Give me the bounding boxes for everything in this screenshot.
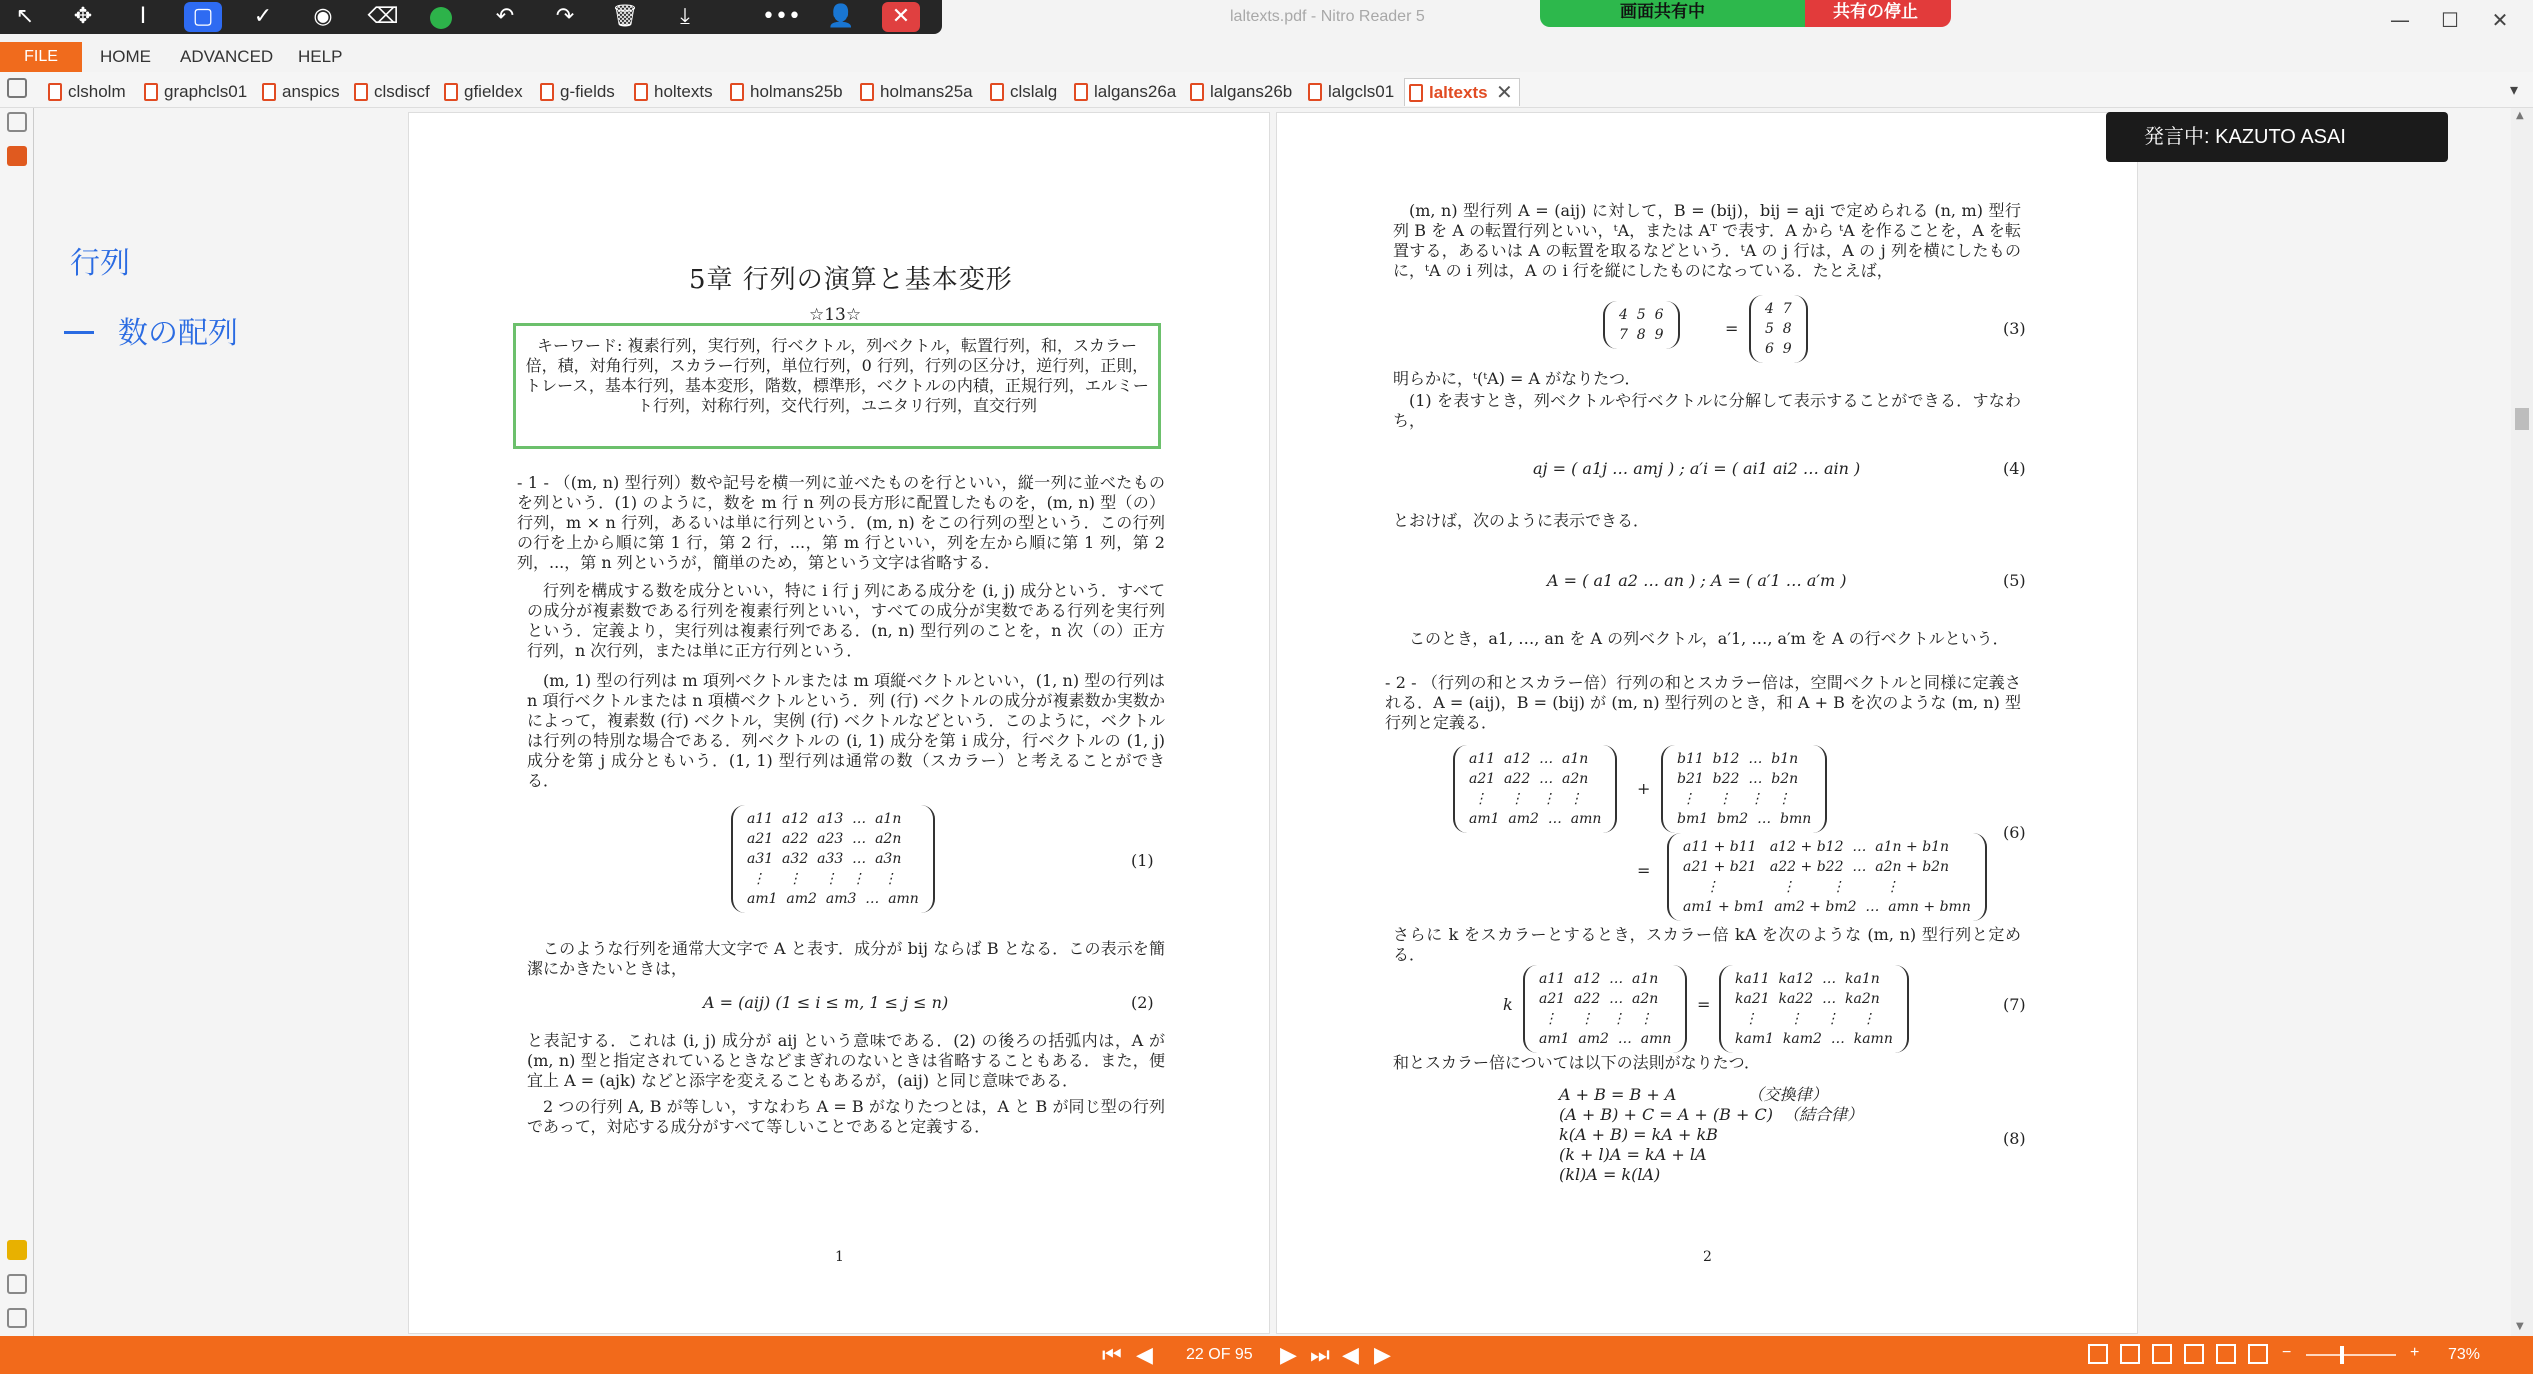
scroll-up-icon[interactable]: ▲: [2516, 110, 2524, 121]
next-page-icon[interactable]: ▶: [1280, 1342, 1297, 1367]
menu-bar: [0, 42, 2533, 72]
pdf-icon: [48, 83, 62, 101]
equation-2: A = (aij) (1 ≤ i ≤ m, 1 ≤ j ≤ n): [703, 993, 949, 1012]
rectangle-icon[interactable]: ▢: [184, 2, 222, 32]
active-speaker-overlay: 発言中: KAZUTO ASAI: [2106, 112, 2448, 162]
chapter-number: ☆13☆: [809, 305, 862, 325]
tab-list-chevron-icon[interactable]: ▾: [2510, 80, 2519, 99]
paragraph: - 2 - （行列の和とスカラー倍）行列の和とスカラー倍は，空間ベクトルと同様に定義される．A = (aij)，B = (bij) が (m, n) 型行列のとき，和 A + B を次のような (m, n) 型行列と定義る．: [1385, 673, 2021, 732]
scalar-k: k: [1503, 995, 1513, 1014]
tab-anspics[interactable]: [258, 78, 340, 106]
left-sidebar: [0, 108, 34, 1336]
pdf-icon: [444, 83, 458, 101]
download-icon[interactable]: ⤓: [680, 4, 690, 29]
comments-icon[interactable]: [7, 1240, 27, 1260]
zoom-out-icon[interactable]: −: [2282, 1344, 2292, 1361]
paragraph: (m, 1) 型の行列は m 項列ベクトルまたは m 項縦ベクトルといい，(1, n) 型の行列は n 項行ベクトルまたは n 項横ベクトルという．列 (行) ベクトルの成分が複素数か実数かによって，複素数 (行) ベクトル，実例 (行) ベクトルなどという．このように，ベクトルは行列の特別な場合である．列ベクトルの (i, 1) 成分を第 i 成分，行ベクトルの (1, j) 成分を第 j 成分ともいう．(1, 1) 型行列は通常の数（スカラー）と考えることができる．: [527, 671, 1165, 790]
pdf-icon: [144, 83, 158, 101]
pointer-icon[interactable]: ↖: [15, 4, 35, 29]
facing-continuous-view-icon[interactable]: [2184, 1344, 2204, 1364]
tab-clslalg[interactable]: [986, 78, 1057, 106]
pdf-page-1: [408, 112, 1270, 1334]
more-icon[interactable]: •••: [762, 4, 801, 29]
menu-help[interactable]: HELP: [298, 47, 343, 66]
zoom-slider-knob[interactable]: [2340, 1346, 2344, 1364]
handwriting-arrow-icon: [64, 331, 94, 334]
matrix-a-scalar: a11 a12 … a1n a21 a22 … a2n ⋮ ⋮ ⋮ ⋮ am1 am2 … amn: [1523, 965, 1687, 1053]
zoom-in-icon[interactable]: +: [2410, 1344, 2420, 1361]
tab-label: lalgans26a: [1094, 82, 1177, 101]
tab-gfieldex[interactable]: [440, 78, 523, 106]
menu-advanced[interactable]: ADVANCED: [180, 47, 274, 66]
paragraph: 和とスカラー倍については以下の法則がなりたつ．: [1393, 1053, 1761, 1072]
equation-number: (8): [2003, 1129, 2026, 1148]
first-page-icon[interactable]: ⏮: [1102, 1342, 1122, 1367]
prev-page-icon[interactable]: ◀: [1136, 1342, 1153, 1367]
move-icon[interactable]: ✥: [73, 4, 93, 29]
eraser-icon[interactable]: ⌫: [367, 4, 399, 29]
last-page-icon[interactable]: ⏭: [1310, 1342, 1330, 1367]
pdf-icon: [1409, 84, 1423, 102]
tab-label: lalgcls01: [1328, 82, 1395, 101]
tab-label: lalgans26b: [1210, 82, 1293, 101]
tab-holtexts[interactable]: [630, 78, 713, 106]
equation-number: (6): [2003, 823, 2026, 842]
tab-graphcls01[interactable]: [140, 78, 247, 106]
menu-home[interactable]: HOME: [100, 47, 151, 66]
paragraph: (1) を表すとき，列ベクトルや行ベクトルに分解して表示することができる．すなわち，: [1393, 391, 2021, 430]
laws-block: A + B = B + A （交換律） (A + B) + C = A + (B + C) （結合律） k(A + B) = kA + kB (k + l)A = kA + lA (kl)A = k(lA): [1559, 1085, 1864, 1184]
attachments-icon[interactable]: [7, 1274, 27, 1294]
page-number: 2: [1703, 1249, 1712, 1265]
pdf-icon: [262, 83, 276, 101]
pdf-icon: [354, 83, 368, 101]
forward-view-icon[interactable]: ▶: [1374, 1342, 1391, 1367]
tab-holmans25a[interactable]: [856, 78, 973, 106]
scroll-down-icon[interactable]: ▼: [2516, 1321, 2524, 1332]
handwriting-note-1: 行列: [70, 246, 130, 281]
tab-label: holmans25b: [750, 82, 843, 101]
matrix-sum: a11 + b11 a12 + b12 … a1n + b1n a21 + b21 a22 + b22 … a2n + b2n ⋮ ⋮ ⋮ ⋮ am1 + bm1 am2 + bm2 … amn + bmn: [1667, 833, 1987, 921]
paragraph: このとき，a1, …, an を A の列ベクトル，a′1, …, a′m を A の行ベクトルという．: [1409, 629, 2009, 648]
window-title: laltexts.pdf - Nitro Reader 5: [1230, 8, 1425, 25]
tab-label: g-fields: [560, 82, 615, 101]
pdf-icon: [540, 83, 554, 101]
vertical-scrollbar[interactable]: [2511, 108, 2533, 1336]
paragraph: - 1 - （(m, n) 型行列）数や記号を横一列に並べたものを行といい，縦一列に並べたものを列という．(1) のように，数を m 行 n 列の長方形に配置したものを，(m, n) 型（の）行列，m × n 行列，あるいは単に行列という．(m, n) をこの行列の型という．この行列の行を上から順に第 1 行，第 2 行，...，第 m 行といい，列を左から順に第 1 列，第 2 列，...，第 n 列というが，簡単のため，第という文字は省略する．: [517, 473, 1165, 572]
tab-lalgcls01[interactable]: [1304, 78, 1394, 106]
matrix-b: b11 b12 … b1n b21 b22 … b2n ⋮ ⋮ ⋮ ⋮ bm1 bm2 … bmn: [1661, 745, 1827, 833]
tab-close-icon[interactable]: ✕: [1496, 80, 1513, 104]
status-bar: [0, 1336, 2533, 1374]
close-window-button[interactable]: ✕: [2491, 8, 2509, 32]
minimize-button[interactable]: —: [2390, 8, 2410, 32]
maximize-button[interactable]: ☐: [2441, 8, 2459, 32]
facing-view-icon[interactable]: [2152, 1344, 2172, 1364]
pdf-icon: [1308, 83, 1322, 101]
screen-sharing-indicator: 画面共有中: [1540, 0, 1805, 27]
tab-g-fields[interactable]: [536, 78, 615, 106]
check-icon[interactable]: ✓: [253, 4, 273, 29]
annotation-toolbar: [0, 0, 942, 34]
equals-sign: =: [1697, 995, 1711, 1014]
paragraph: とおけば，次のように表示できる．: [1393, 511, 1650, 530]
handwriting-note-2: 数の配列: [118, 316, 238, 351]
tab-label: graphcls01: [164, 82, 248, 101]
color-dot-icon[interactable]: [430, 7, 452, 29]
tab-label: holtexts: [654, 82, 713, 101]
matrix-a: a11 a12 … a1n a21 a22 … a2n ⋮ ⋮ ⋮ ⋮ am1 am2 … amn: [1453, 745, 1617, 833]
continuous-view-icon[interactable]: [2120, 1344, 2140, 1364]
scroll-thumb[interactable]: [2515, 408, 2529, 430]
equation-number: (1): [1131, 851, 1154, 870]
pdf-icon: [634, 83, 648, 101]
page-icon[interactable]: [7, 78, 27, 98]
zoom-slider-track[interactable]: [2306, 1354, 2396, 1356]
tab-label: clsdiscf: [374, 82, 430, 101]
pdf-icon: [1190, 83, 1204, 101]
tab-label: anspics: [282, 82, 340, 101]
tab-label: clslalg: [1010, 82, 1058, 101]
paragraph: と表記する．これは (i, j) 成分が aij という意味である．(2) の後ろの括弧内は，A が (m, n) 型と指定されているときなどまぎれのないときは省略することもある．また，便宜上 A = (ajk) などと添字を変えることもあるが，(aij) と同じ意味である．: [527, 1031, 1165, 1090]
equation-number: (2): [1131, 993, 1154, 1012]
back-view-icon[interactable]: ◀: [1342, 1342, 1359, 1367]
page-indicator[interactable]: 22 OF 95: [1186, 1346, 1253, 1363]
tab-label: holmans25a: [880, 82, 973, 101]
pdf-icon: [990, 83, 1004, 101]
matrix-equation-1: a11 a12 a13 … a1n a21 a22 a23 … a2n a31 a32 a33 … a3n ⋮ ⋮ ⋮ ⋮ ⋮ am1 am2 am3 … amn: [731, 805, 935, 913]
file-menu[interactable]: FILE: [0, 42, 82, 72]
tab-label: laltexts: [1429, 83, 1488, 102]
document-tab-bar: [0, 72, 2533, 108]
plus-sign: +: [1637, 779, 1651, 798]
paragraph: 明らかに，ᵗ(ᵗA) = A がなりたつ．: [1393, 369, 1641, 388]
fit-page-icon[interactable]: [2248, 1344, 2268, 1364]
equation-5: A = ( a1 a2 … an ) ; A = ( a′1 … a′m ): [1547, 571, 1847, 590]
record-icon[interactable]: ◉: [313, 4, 333, 29]
paragraph: 2 つの行列 A, B が等しい，すなわち A = B がなりたつとは，A と B が同じ型の行列であって，対応する成分がすべて等しいことであると定義する．: [527, 1097, 1165, 1136]
paragraph: さらに k をスカラーとするとき，スカラー倍 kA を次のような (m, n) 型行列と定める．: [1393, 925, 2021, 964]
pdf-icon: [730, 83, 744, 101]
paragraph: このような行列を通常大文字で A と表す．成分が bij ならば B となる．この表示を簡潔にかきたいときは，: [527, 939, 1165, 978]
bookmark-icon[interactable]: [7, 112, 27, 132]
undo-icon[interactable]: ↶: [495, 4, 515, 29]
paragraph: 行列を構成する数を成分といい，特に i 行 j 列にある成分を (i, j) 成分という．すべての成分が複素数である行列を複素行列といい，すべての成分が実数である行列を実行列という．定義より，実行列は複素行列である．(n, n) 型行列のことを，n 次（の）正方行列，n 次行列，または単に正方行列という．: [527, 581, 1165, 660]
tab-clsholm[interactable]: [44, 78, 126, 106]
zoom-level[interactable]: 73%: [2448, 1346, 2481, 1363]
equation-number: (7): [2003, 995, 2026, 1014]
tab-lalgans26b[interactable]: [1186, 78, 1292, 106]
pages-icon[interactable]: [7, 146, 27, 166]
tab-label: clsholm: [68, 82, 126, 101]
matrix-3-left: 4 5 6 7 8 9: [1603, 301, 1680, 349]
fit-width-icon[interactable]: [2216, 1344, 2236, 1364]
equation-number: (3): [2003, 319, 2026, 338]
redo-icon[interactable]: ↷: [555, 4, 575, 29]
equals-sign: =: [1637, 861, 1651, 880]
tab-holmans25b[interactable]: [726, 78, 843, 106]
keywords-box: キーワード: 複素行列，実行列，行ベクトル，列ベクトル，転置行列，和，スカラー倍，積，対角行列，スカラー行列，単位行列，0 行列，行列の区分け，逆行列，正則，トレース，基本行列，基本変形，階数，標準形，ベクトルの内積，正規行列，エルミート行列，対称行列，交代行列，ユニタリ行列，直交行列: [513, 323, 1161, 449]
document-viewer: [34, 108, 2511, 1336]
matrix-3-right: 4 7 5 8 6 9: [1749, 295, 1808, 363]
paragraph: (m, n) 型行列 A = (aij) に対して，B = (bij)，bij = aji で定められる (n, m) 型行列 B を A の転置行列といい，ᵗA，または Aᵀ で表す．A から ᵗA を作ることを，A を転置する，あるいは A の転置を取るなどという．ᵗA の j 行は，A の j 列を横にしたものに，ᵗA の i 列は，A の i 行を縦にしたものになっている．たとえば，: [1393, 201, 2021, 280]
tab-lalgans26a[interactable]: [1070, 78, 1176, 106]
matrix-ka: ka11 ka12 … ka1n ka21 ka22 … ka2n ⋮ ⋮ ⋮ ⋮ kam1 kam2 … kamn: [1719, 965, 1909, 1053]
stop-sharing-button[interactable]: 共有の停止: [1805, 0, 1951, 27]
text-cursor-icon[interactable]: I: [139, 4, 147, 29]
delete-icon[interactable]: 🗑: [611, 4, 639, 29]
equation-number: (5): [2003, 571, 2026, 590]
pdf-page-2: [1276, 112, 2138, 1334]
close-icon[interactable]: ✕: [882, 2, 920, 32]
pdf-icon: [1074, 83, 1088, 101]
equation-number: (4): [2003, 459, 2026, 478]
equation-4: aj = ( a1j … amj ) ; a′i = ( ai1 ai2 … ain ): [1533, 459, 1861, 478]
chapter-title: 5章 行列の演算と基本変形: [689, 265, 1013, 295]
equals-sign: =: [1725, 319, 1739, 338]
page-number: 1: [835, 1249, 844, 1265]
tab-clsdiscf[interactable]: [350, 78, 430, 106]
tab-label: gfieldex: [464, 82, 523, 101]
single-page-view-icon[interactable]: [2088, 1344, 2108, 1364]
pdf-icon: [860, 83, 874, 101]
layers-icon[interactable]: [7, 1308, 27, 1328]
user-icon[interactable]: 👤: [827, 4, 855, 29]
